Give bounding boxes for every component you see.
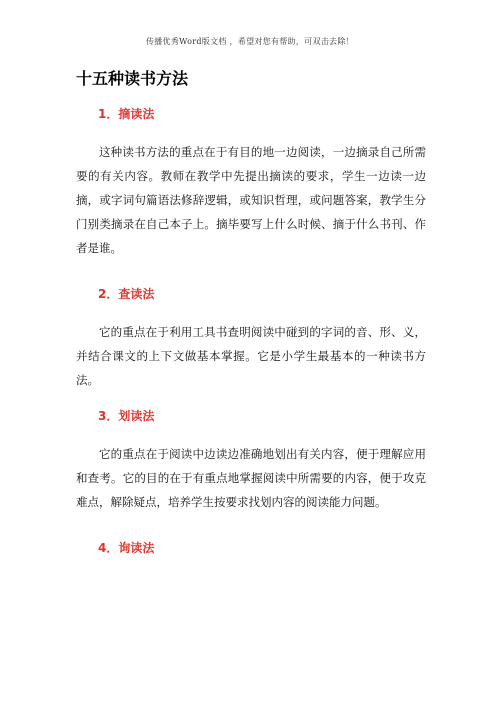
document-title: 十五种读书方法 xyxy=(76,69,189,88)
section-zhai-du xyxy=(76,106,426,260)
section-heading: 1．摘读法 xyxy=(98,107,155,121)
section-heading: 4．询读法 xyxy=(98,541,155,555)
section-xun-du xyxy=(76,540,426,556)
section-hua-du xyxy=(76,408,426,514)
section-cha-du xyxy=(76,286,426,392)
section-heading: 3．划读法 xyxy=(98,409,155,423)
section-heading: 2．查读法 xyxy=(98,287,155,301)
section-body: 这种读书方法的重点在于有目的地一边阅读，一边摘录自己所需要的有关内容。教师在教学中先提出摘读的要求，学生一边读一边摘，或字词句篇语法修辞逻辑，或知识哲理，或问题答案，教学生分门别类摘录在自己本子上。摘毕要写上什么时候、摘于什么书刊、作者是谁。 xyxy=(76,145,426,255)
section-body: 它的重点在于阅读中边读边准确地划出有关内容，便于理解应用和查考。它的目的在于有重点地掌握阅读中所需要的内容，便于攻克难点，解除疑点，培养学生按要求找划内容的阅读能力问题。 xyxy=(76,447,426,509)
section-body: 它的重点在于利用工具书查明阅读中碰到的字词的音、形、义，并结合课文的上下文做基本掌握。它是小学生最基本的一种读书方法。 xyxy=(76,325,426,387)
header-note: 传播优秀Word版文档 ，希望对您有帮助，可双击去除！ xyxy=(145,37,355,46)
